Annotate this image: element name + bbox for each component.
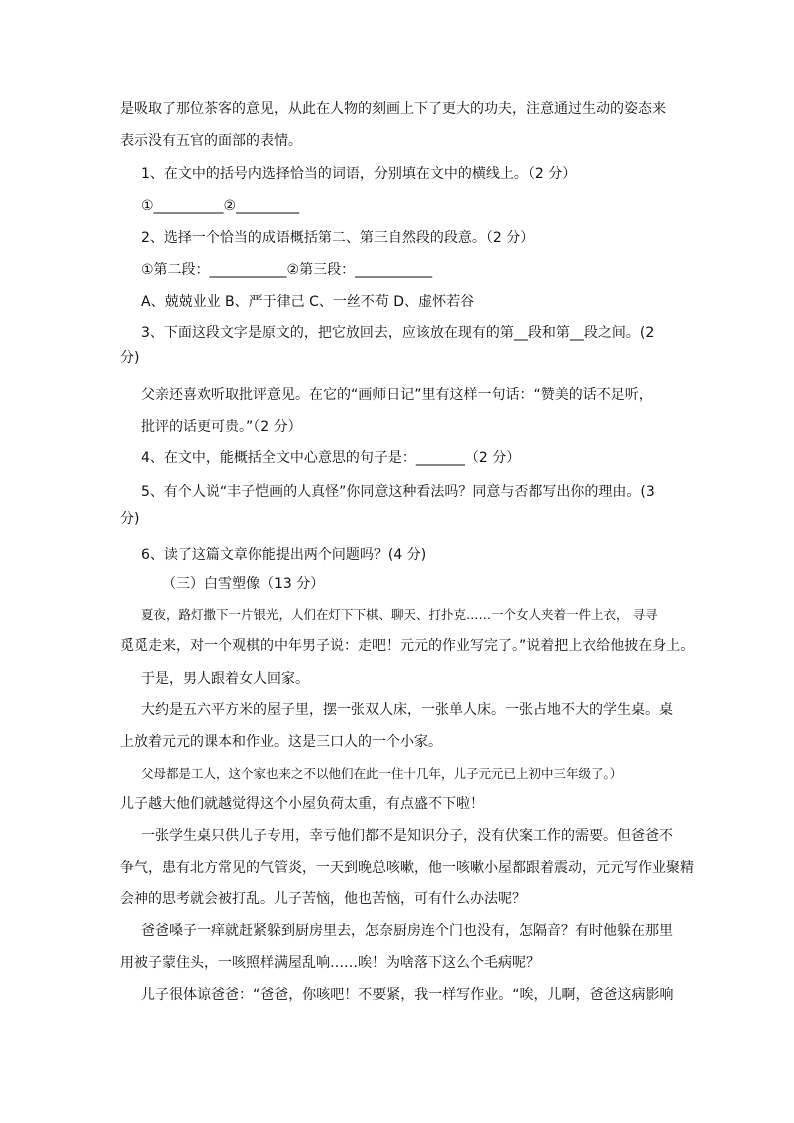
story-paragraph: 上放着元元的课本和作业。这是三口人的一个小家。 xyxy=(120,734,442,750)
story-paragraph: 会神的思考就会被打乱。儿子苦恼，他也苦恼，可有什么办法呢？ xyxy=(120,891,526,907)
text-line: 表示没有五官的面部的表情。 xyxy=(120,133,302,149)
question-5-continued: 分) xyxy=(120,511,140,527)
story-paragraph: 觅觅走来，对一个观棋的中年男子说：走吧！元元的作业写完了。”说着把上衣给他披在身上。 xyxy=(120,638,695,654)
story-paragraph: 争气，患有北方常见的气管炎，一天到晚总咳嗽，他一咳嗽小屋都跟着震动，元元写作业聚精 xyxy=(120,860,694,876)
question-3-continued: 分) xyxy=(120,350,140,366)
question-2: 2、选择一个恰当的成语概括第二、第三自然段的段意。（2 分） xyxy=(141,230,535,246)
story-paragraph: 于是，男人跟着女人回家。 xyxy=(141,671,309,687)
quoted-passage: 父亲还喜欢听取批评意见。在它的“画师日记”里有这样一句话：“赞美的话不足听， xyxy=(141,387,653,403)
story-paragraph: 夏夜，路灯撒下一片银光，人们在灯下下棋、聊天、打扑克……一个女人夹着一件上衣， 寻寻 xyxy=(141,607,658,622)
answer-blanks-2: ①第二段：___________②第三段：___________ xyxy=(141,262,433,278)
quoted-passage: 批评的话更可贵。”（2 分） xyxy=(141,419,302,435)
story-paragraph: 父母都是工人，这个家也来之不以他们在此一住十几年，儿子元元已上初中三年级了。） xyxy=(141,766,623,781)
question-3: 3、下面这段文字是原文的，把它放回去，应该放在现有的第__段和第__段之间。(2 xyxy=(141,325,655,341)
story-paragraph: 儿子越大他们就越觉得这个小屋负荷太重，有点盛不下啦！ xyxy=(120,796,484,812)
question-1: 1、在文中的括号内选择恰当的词语，分别填在文中的横线上。（2 分） xyxy=(141,166,577,182)
story-paragraph: 一张学生桌只供儿子专用，幸亏他们都不是知识分子，没有伏案工作的需要。但爸爸不 xyxy=(141,828,673,844)
question-4: 4、在文中，能概括全文中心意思的句子是：_______（2 分） xyxy=(141,450,521,466)
section-heading: （三）白雪塑像（13 分） xyxy=(162,576,325,592)
text-line: 是吸取了那位茶客的意见，从此在人物的刻画上下了更大的功夫，注意通过生动的姿态来 xyxy=(120,101,666,117)
question-5: 5、有个人说“丰子恺画的人真怪”你同意这种看法吗？同意与否都写出你的理由。(3 xyxy=(141,484,655,500)
story-paragraph: 用被子蒙住头，一咳照样满屋乱响……唉！为啥落下这么个毛病呢？ xyxy=(120,955,540,971)
story-paragraph: 爸爸嗓子一痒就赶紧躲到厨房里去，怎奈厨房连个门也没有，怎隔音？有时他躲在那里 xyxy=(141,923,673,939)
story-paragraph: 大约是五六平方米的屋子里，摆一张双人床，一张单人床。一张占地不大的学生桌。桌 xyxy=(141,702,673,718)
answer-blanks-1: ①__________②_________ xyxy=(141,198,300,214)
answer-options: A、兢兢业业 B、严于律己 C、一丝不苟 D、虚怀若谷 xyxy=(141,294,475,310)
question-6: 6、读了这篇文章你能提出两个问题吗？(4 分) xyxy=(141,547,427,563)
story-paragraph: 儿子很体谅爸爸：“爸爸，你咳吧！不要紧，我一样写作业。“唉，儿啊，爸爸这病影响 xyxy=(141,987,674,1003)
